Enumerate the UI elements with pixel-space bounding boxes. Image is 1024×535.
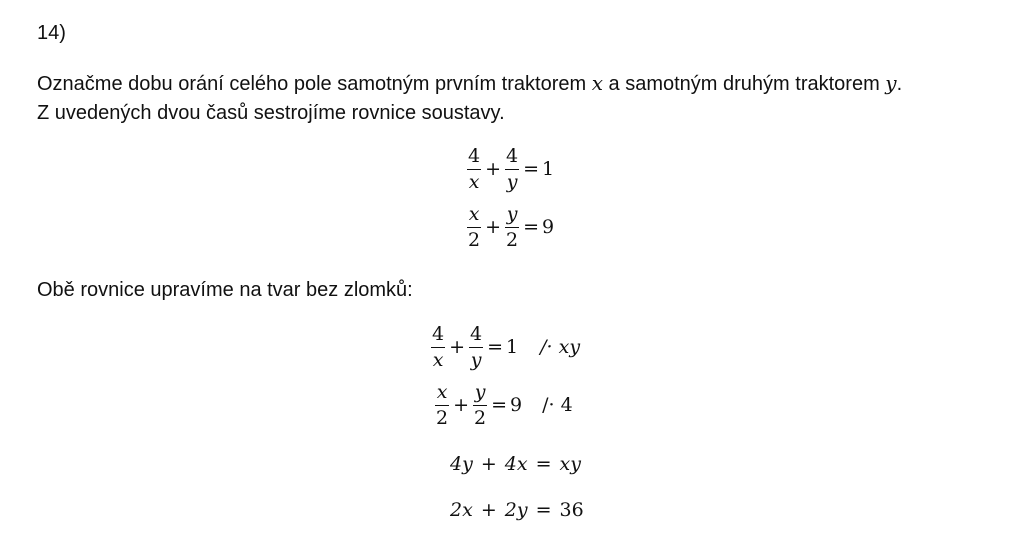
fraction	[467, 146, 481, 192]
numerator: y	[506, 203, 518, 225]
equals-sign: =	[523, 216, 540, 238]
result-equation2	[450, 499, 584, 521]
denominator: 2	[436, 407, 449, 429]
right-hand-side: 1	[542, 158, 555, 180]
denominator: x	[468, 171, 480, 193]
numerator: y	[474, 381, 486, 403]
denominator: x	[432, 349, 444, 371]
intro-text-end: .	[896, 73, 903, 95]
plus-sign: +	[453, 394, 470, 416]
multiplier-note: /· xy	[540, 336, 581, 358]
system-intro-paragraph: Z uvedených dvou časů sestrojíme rovnice soustavy.	[37, 102, 505, 124]
fraction-bar	[505, 227, 519, 228]
fraction-bar	[469, 347, 483, 348]
numerator: 4	[470, 323, 483, 345]
fraction-bar	[467, 227, 481, 228]
fraction	[467, 204, 481, 250]
fraction	[431, 324, 445, 370]
denominator: y	[470, 349, 482, 371]
intro-text-middle: a samotným druhým traktorem	[602, 73, 886, 95]
right-hand-side: xy	[559, 453, 581, 475]
equals-sign: =	[535, 499, 552, 521]
equals-sign: =	[487, 336, 504, 358]
equals-sign: =	[491, 394, 508, 416]
right-hand-side: 1	[506, 336, 519, 358]
result-equation1	[450, 453, 581, 475]
fraction-bar	[473, 405, 487, 406]
intro-paragraph	[37, 71, 902, 96]
term: 4x	[504, 453, 528, 475]
fraction-bar	[431, 347, 445, 348]
multiplier-note: /· 4	[542, 394, 573, 416]
numerator: 4	[432, 323, 445, 345]
denominator: y	[506, 171, 518, 193]
plus-sign: +	[449, 336, 466, 358]
system2-equation2	[434, 382, 573, 428]
system2-equation1	[430, 324, 580, 370]
plus-sign: +	[480, 453, 497, 475]
system1-equation1	[466, 146, 554, 192]
variable-y: y	[885, 71, 897, 95]
term: 4y	[450, 453, 473, 475]
fraction-bar	[505, 169, 519, 170]
numerator: x	[436, 381, 448, 403]
denominator: 2	[506, 229, 519, 251]
fraction	[469, 324, 483, 370]
fraction-bar	[435, 405, 449, 406]
numerator: x	[468, 203, 480, 225]
fraction	[505, 146, 519, 192]
fraction	[505, 204, 519, 250]
equals-sign: =	[523, 158, 540, 180]
variable-x: x	[591, 71, 603, 95]
problem-number: 14)	[37, 22, 66, 44]
right-hand-side: 9	[542, 216, 555, 238]
right-hand-side: 36	[559, 499, 584, 521]
fraction	[435, 382, 449, 428]
numerator: 4	[506, 145, 519, 167]
fraction-bar	[467, 169, 481, 170]
denominator: 2	[468, 229, 481, 251]
equals-sign: =	[535, 453, 552, 475]
system1-equation2	[466, 204, 554, 250]
right-hand-side: 9	[510, 394, 523, 416]
term: 2x	[450, 499, 473, 521]
term: 2y	[504, 499, 528, 521]
plus-sign: +	[485, 216, 502, 238]
plus-sign: +	[480, 499, 497, 521]
transform-paragraph: Obě rovnice upravíme na tvar bez zlomků:	[37, 279, 413, 301]
plus-sign: +	[485, 158, 502, 180]
fraction	[473, 382, 487, 428]
denominator: 2	[474, 407, 487, 429]
intro-text-start: Označme dobu orání celého pole samotným prvním traktorem	[37, 73, 592, 95]
numerator: 4	[468, 145, 481, 167]
